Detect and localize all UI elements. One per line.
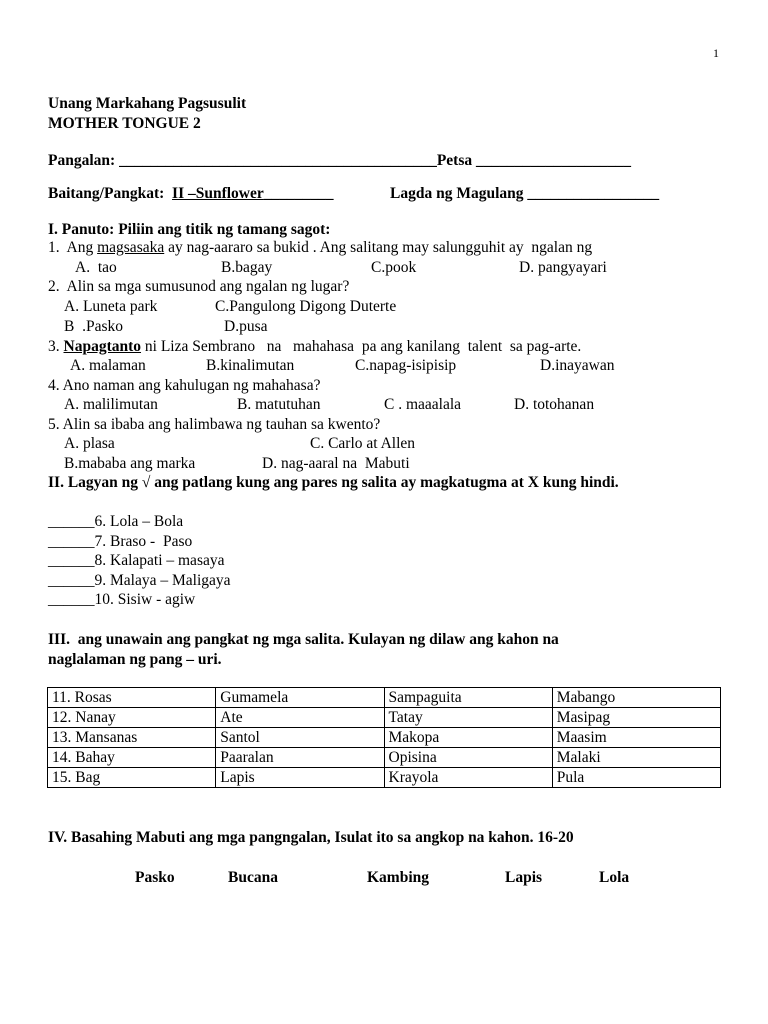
petsa-label: Petsa	[436, 152, 476, 169]
question-1-text: ay nag-aararo sa bukid . Ang salitang may salungguhit ay ngalan ng	[164, 239, 593, 256]
section1-heading: I. Panuto: Piliin ang titik ng tamang sagot:	[48, 221, 331, 238]
table-cell[interactable]: Maasim	[552, 728, 720, 748]
subject-title: MOTHER TONGUE 2	[48, 115, 201, 132]
baitang-field[interactable]: _________	[263, 185, 334, 202]
table-cell[interactable]: Mabango	[552, 688, 720, 708]
noun-word-3: Kambing	[367, 869, 430, 886]
q5-choice-b[interactable]: B.mababa ang marka	[64, 455, 196, 472]
q4-choice-d[interactable]: D. totohanan	[514, 396, 595, 413]
table-row	[48, 768, 721, 788]
name-date-line	[48, 151, 631, 171]
grade-section-line	[48, 184, 334, 204]
table-cell[interactable]: Tatay	[384, 708, 552, 728]
rhyme-item-9[interactable]: ______9. Malaya – Maligaya	[48, 572, 231, 589]
page-number: 1	[713, 46, 719, 60]
q3-choice-a[interactable]: A. malaman	[70, 357, 146, 374]
question-3-underlined-word: Napagtanto	[63, 338, 142, 355]
section3-heading-line2: naglalaman ng pang – uri.	[48, 651, 222, 668]
q2-choice-d[interactable]: D.pusa	[224, 318, 268, 335]
lagda-label: Lagda ng Magulang	[390, 185, 528, 202]
rhyme-item-8[interactable]: ______8. Kalapati – masaya	[48, 552, 225, 569]
table-cell[interactable]: 13. Mansanas	[48, 728, 216, 748]
q3-choice-b[interactable]: B.kinalimutan	[206, 357, 295, 374]
question-2: 2. Alin sa mga sumusunod ang ngalan ng lugar?	[48, 278, 350, 295]
section3-heading-line1: III. ang unawain ang pangkat ng mga salita. Kulayan ng dilaw ang kahon na	[48, 631, 559, 648]
table-cell[interactable]: Gumamela	[216, 688, 384, 708]
q1-choice-b[interactable]: B.bagay	[221, 259, 273, 276]
table-cell[interactable]: 11. Rosas	[48, 688, 216, 708]
noun-word-2: Bucana	[228, 869, 278, 886]
baitang-label: Baitang/Pangkat	[48, 185, 160, 202]
question-5: 5. Alin sa ibaba ang halimbawa ng tauhan sa kwento?	[48, 416, 381, 433]
q1-choice-c[interactable]: C.pook	[371, 259, 417, 276]
table-cell[interactable]: 12. Nanay	[48, 708, 216, 728]
table-row	[48, 728, 721, 748]
rhyme-item-10[interactable]: ______10. Sisiw - agiw	[48, 591, 196, 608]
question-1	[48, 238, 592, 258]
table-cell[interactable]: Masipag	[552, 708, 720, 728]
table-row	[48, 708, 721, 728]
baitang-value: II –Sunflower	[172, 185, 264, 202]
lagda-field[interactable]: _________________	[527, 185, 660, 202]
question-1-number: 1. Ang	[48, 239, 98, 256]
parent-signature-line	[390, 184, 659, 204]
exam-title: Unang Markahang Pagsusulit	[48, 95, 247, 112]
table-cell[interactable]: Santol	[216, 728, 384, 748]
q4-choice-b[interactable]: B. matutuhan	[237, 396, 321, 413]
q1-choice-a[interactable]: A. tao	[75, 259, 117, 276]
rhyme-item-7[interactable]: ______7. Braso - Paso	[48, 533, 193, 550]
section4-heading: IV. Basahing Mabuti ang mga pangngalan, Isulat ito sa angkop na kahon. 16-20	[48, 829, 574, 846]
table-cell[interactable]: Krayola	[384, 768, 552, 788]
table-cell[interactable]: 15. Bag	[48, 768, 216, 788]
q2-choice-a[interactable]: A. Luneta park	[64, 298, 158, 315]
pangalan-label: Pangalan:	[48, 152, 120, 169]
table-cell[interactable]: Sampaguita	[384, 688, 552, 708]
question-3-number: 3.	[48, 338, 64, 355]
q4-choice-a[interactable]: A. malilimutan	[64, 396, 158, 413]
table-cell[interactable]: Malaki	[552, 748, 720, 768]
q5-choice-a[interactable]: A. plasa	[64, 435, 115, 452]
question-3	[48, 337, 581, 357]
rhyme-item-6[interactable]: ______6. Lola – Bola	[48, 513, 184, 530]
pangalan-field[interactable]: _________________________________________	[119, 152, 437, 169]
word-group-table	[47, 687, 721, 788]
question-4: 4. Ano naman ang kahulugan ng mahahasa?	[48, 377, 321, 394]
baitang-colon: :	[159, 185, 173, 202]
q1-choice-d[interactable]: D. pangyayari	[519, 259, 607, 276]
question-3-text: ni Liza Sembrano na mahahasa pa ang kanilang talent sa pag-arte.	[141, 338, 582, 355]
table-cell[interactable]: Lapis	[216, 768, 384, 788]
table-cell[interactable]: Opisina	[384, 748, 552, 768]
table-row	[48, 748, 721, 768]
table-cell[interactable]: Paaralan	[216, 748, 384, 768]
q5-choice-c[interactable]: C. Carlo at Allen	[310, 435, 416, 452]
q3-choice-c[interactable]: C.napag-isipisip	[355, 357, 457, 374]
petsa-field[interactable]: ____________________	[475, 152, 631, 169]
table-row	[48, 688, 721, 708]
q4-choice-c[interactable]: C . maaalala	[384, 396, 462, 413]
table-cell[interactable]: Makopa	[384, 728, 552, 748]
q2-choice-c[interactable]: C.Pangulong Digong Duterte	[215, 298, 397, 315]
noun-word-1: Pasko	[135, 869, 175, 886]
q2-choice-b[interactable]: B .Pasko	[64, 318, 123, 335]
q5-choice-d[interactable]: D. nag-aaral na Mabuti	[262, 455, 410, 472]
question-1-underlined-word: magsasaka	[97, 239, 165, 256]
table-cell[interactable]: Pula	[552, 768, 720, 788]
table-cell[interactable]: 14. Bahay	[48, 748, 216, 768]
noun-word-5: Lola	[599, 869, 630, 886]
table-cell[interactable]: Ate	[216, 708, 384, 728]
q3-choice-d[interactable]: D.inayawan	[540, 357, 615, 374]
noun-word-4: Lapis	[505, 869, 543, 886]
section2-heading: II. Lagyan ng √ ang patlang kung ang pares ng salita ay magkatugma at X kung hindi.	[48, 474, 619, 491]
